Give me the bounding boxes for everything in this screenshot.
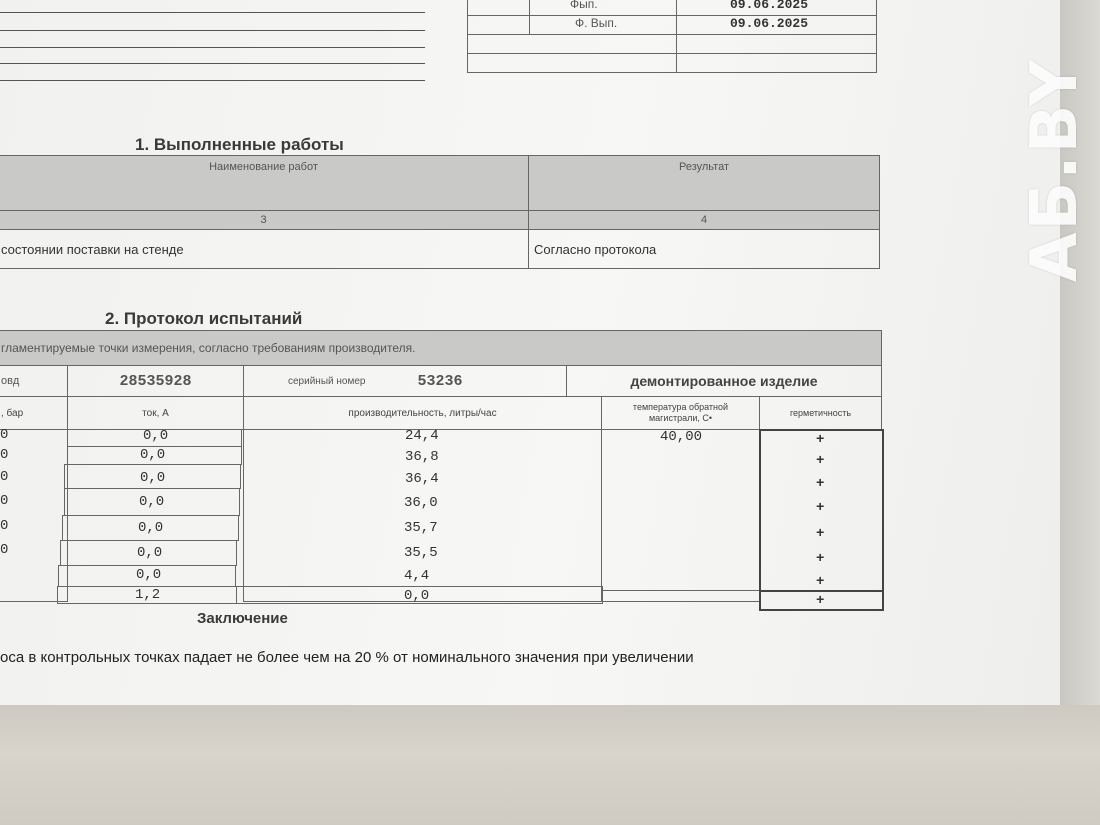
- date-value-planned: 09.06.2025: [730, 0, 809, 12]
- current-value: 0,0: [140, 447, 166, 463]
- form-line: [0, 47, 425, 48]
- current-value: 0,0: [136, 567, 162, 583]
- seal-mark: +: [816, 432, 825, 448]
- pressure-value: 0: [0, 469, 9, 485]
- current-value: 0,0: [138, 520, 164, 536]
- flow-value: 36,4: [405, 471, 439, 487]
- date-label-actual: Ф. Вып.: [575, 16, 618, 30]
- works-row-name: состоянии поставки на стенде: [0, 229, 529, 269]
- seal-mark: +: [816, 551, 825, 567]
- current-value: 1,2: [135, 587, 161, 603]
- seal-mark: +: [816, 526, 825, 542]
- seal-mark: +: [816, 593, 825, 609]
- info-left-label: овд: [0, 365, 68, 397]
- conclusion-title: Заключение: [197, 610, 288, 627]
- seal-mark: +: [816, 476, 825, 492]
- flow-value: 24,4: [405, 428, 439, 444]
- flow-value: 0,0: [404, 588, 430, 604]
- flow-value: 35,5: [404, 545, 438, 561]
- watermark-logo: АБ.BY: [1018, 57, 1092, 283]
- info-code: 28535928: [67, 365, 244, 397]
- current-value: 0,0: [140, 470, 166, 486]
- pressure-value: 0: [0, 427, 9, 443]
- works-header-result: Результат: [528, 155, 880, 211]
- form-line: [0, 80, 425, 81]
- flow-value: 36,8: [405, 449, 439, 465]
- seal-mark: +: [816, 574, 825, 590]
- flow-value: 4,4: [404, 568, 430, 584]
- info-serial: серийный номер 53236: [243, 365, 567, 397]
- protocol-banner: гламентируемые точки измерения, согласно требованиям производителя.: [0, 330, 882, 366]
- form-line: [0, 30, 425, 31]
- pressure-value: 0: [0, 493, 9, 509]
- current-value: 0,0: [139, 494, 165, 510]
- form-line: [0, 63, 425, 64]
- date-label-planned: Фып.: [570, 0, 598, 11]
- works-header-name: Наименование работ: [0, 155, 529, 211]
- current-value: 0,0: [143, 428, 169, 444]
- hdr-temp: температура обратной магистрали, С•: [601, 396, 760, 430]
- seal-mark: +: [816, 453, 825, 469]
- temperature-value: 40,00: [660, 429, 703, 445]
- date-value-actual: 09.06.2025: [730, 16, 809, 31]
- hdr-seal: герметичность: [759, 396, 882, 430]
- form-line: [0, 12, 425, 13]
- pressure-value: 0: [0, 447, 9, 463]
- conclusion-text: оса в контрольных точках падает не более чем на 20 % от номинального значения при увеличении: [0, 649, 694, 666]
- background-surface: [0, 705, 1100, 825]
- hdr-pressure: , бар: [0, 396, 68, 430]
- pressure-value: 0: [0, 542, 9, 558]
- works-colnum-name: 3: [0, 210, 529, 230]
- info-state: демонтированное изделие: [566, 365, 882, 397]
- section1-title: 1. Выполненные работы: [135, 135, 344, 154]
- works-row-result: Согласно протокола: [528, 229, 880, 269]
- works-colnum-result: 4: [528, 210, 880, 230]
- section2-title: 2. Протокол испытаний: [105, 309, 303, 328]
- flow-value: 35,7: [404, 520, 438, 536]
- current-value: 0,0: [137, 545, 163, 561]
- hdr-flow: производительность, литры/час: [243, 396, 602, 430]
- flow-value: 36,0: [404, 495, 438, 511]
- pressure-value: 0: [0, 518, 9, 534]
- hdr-current: ток, А: [67, 396, 244, 430]
- seal-mark: +: [816, 500, 825, 516]
